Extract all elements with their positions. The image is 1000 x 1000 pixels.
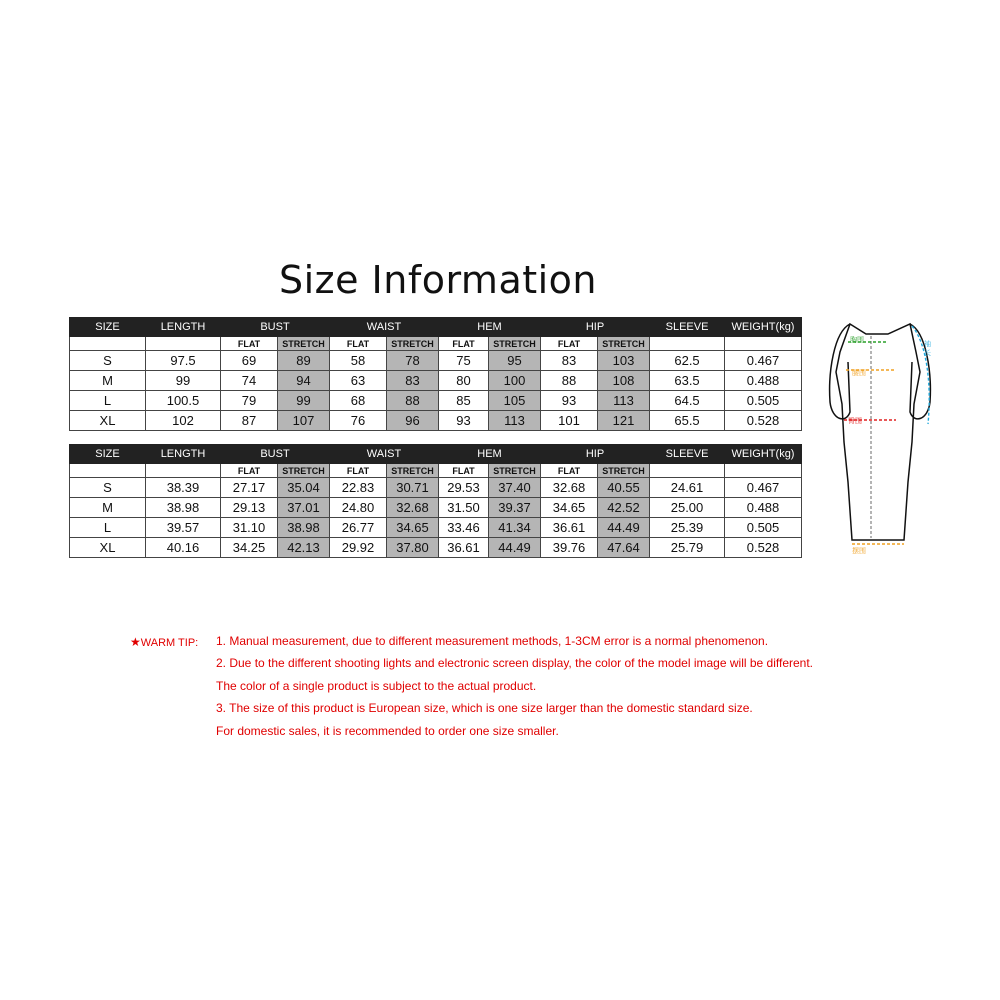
cell: 40.16 [146,538,221,558]
cell: 34.25 [221,538,278,558]
cell: 93 [541,391,598,411]
bust-label: 胸围 [850,336,864,344]
cell: 107 [278,411,330,431]
cell: 35.04 [278,478,330,498]
cell: 94 [278,371,330,391]
cell: 24.61 [650,478,725,498]
subheader-empty [146,464,221,478]
header-row [70,318,802,337]
cell: 30.71 [387,478,439,498]
cell: 69 [221,351,278,371]
col-header-bust: BUST [221,318,330,337]
cell: 83 [387,371,439,391]
cell: 39.76 [541,538,598,558]
col-header-size: SIZE [70,445,146,464]
cell: 38.98 [278,518,330,538]
cell: 0.467 [725,478,802,498]
cell: 44.49 [598,518,650,538]
col-header-sleeve: SLEEVE [650,445,725,464]
cell: XL [70,411,146,431]
col-header-bust: BUST [221,445,330,464]
cell: 75 [439,351,489,371]
col-header-sleeve: SLEEVE [650,318,725,337]
table-row [70,371,802,391]
cell: 25.00 [650,498,725,518]
size-table-inch [69,444,802,558]
cell: 96 [387,411,439,431]
cell: 29.92 [330,538,387,558]
star-icon: ★ [130,635,141,649]
table-row [70,391,802,411]
cell: 74 [221,371,278,391]
cell: 88 [387,391,439,411]
cell: 0.488 [725,498,802,518]
cell: 25.39 [650,518,725,538]
cell: 34.65 [387,518,439,538]
cell: 89 [278,351,330,371]
hem-label: 摆围 [852,547,866,555]
subheader-flat: FLAT [221,464,278,478]
warm-tip-label-text: WARM TIP: [140,637,199,649]
subheader-flat: FLAT [541,337,598,351]
table-row [70,411,802,431]
table-row [70,498,802,518]
col-header-length: LENGTH [146,318,221,337]
cell: 63.5 [650,371,725,391]
subheader-flat: FLAT [221,337,278,351]
subheader-flat: FLAT [330,337,387,351]
sleeve-label: 袖长 [924,340,931,357]
col-header-length: LENGTH [146,445,221,464]
size-table-cm [69,317,802,431]
cell: XL [70,538,146,558]
cell: 105 [489,391,541,411]
cell: 108 [598,371,650,391]
cell: M [70,371,146,391]
cell: 65.5 [650,411,725,431]
cell: 0.488 [725,371,802,391]
cell: 36.61 [439,538,489,558]
cell: 39.37 [489,498,541,518]
subheader-stretch: STRETCH [598,464,650,478]
cell: 33.46 [439,518,489,538]
subheader-stretch: STRETCH [387,464,439,478]
col-header-hem: HEM [439,445,541,464]
cell: 34.65 [541,498,598,518]
cell: 78 [387,351,439,371]
cell: 63 [330,371,387,391]
cell: 87 [221,411,278,431]
cell: 80 [439,371,489,391]
cell: 93 [439,411,489,431]
subheader-stretch: STRETCH [489,464,541,478]
cell: 42.13 [278,538,330,558]
cell: 32.68 [387,498,439,518]
cell: 0.505 [725,518,802,538]
col-header-size: SIZE [70,318,146,337]
cell: 99 [278,391,330,411]
cell: 99 [146,371,221,391]
cell: 26.77 [330,518,387,538]
subheader-row [70,337,802,351]
table-row [70,518,802,538]
subheader-stretch: STRETCH [489,337,541,351]
header-row [70,445,802,464]
cell: M [70,498,146,518]
subheader-stretch: STRETCH [598,337,650,351]
cell: 113 [598,391,650,411]
tip-line-1: 1. Manual measurement, due to different measurement methods, 1-3CM error is a normal phenomenon. [216,634,769,648]
col-header-waist: WAIST [330,445,439,464]
cell: 102 [146,411,221,431]
cell: 42.52 [598,498,650,518]
table-row [70,538,802,558]
tip-line-5: For domestic sales, it is recommended to order one size smaller. [216,724,559,738]
cell: 22.83 [330,478,387,498]
cell: 64.5 [650,391,725,411]
cell: 0.528 [725,411,802,431]
subheader-stretch: STRETCH [278,464,330,478]
col-header-weight: WEIGHT(kg) [725,318,802,337]
cell: 79 [221,391,278,411]
subheader-flat: FLAT [439,464,489,478]
col-header-hip: HIP [541,445,650,464]
subheader-empty [725,464,802,478]
cell: 58 [330,351,387,371]
page-title: Size Information [278,258,598,302]
cell: 31.50 [439,498,489,518]
cell: 47.64 [598,538,650,558]
cell: 121 [598,411,650,431]
cell: 37.80 [387,538,439,558]
cell: 0.505 [725,391,802,411]
cell: 100.5 [146,391,221,411]
cell: 31.10 [221,518,278,538]
cell: 83 [541,351,598,371]
cell: 68 [330,391,387,411]
cell: 29.13 [221,498,278,518]
cell: 24.80 [330,498,387,518]
subheader-empty [725,337,802,351]
tip-line-3: The color of a single product is subject to the actual product. [216,679,537,693]
subheader-flat: FLAT [541,464,598,478]
cell: 0.467 [725,351,802,371]
cell: 38.98 [146,498,221,518]
subheader-flat: FLAT [330,464,387,478]
cell: L [70,391,146,411]
subheader-stretch: STRETCH [278,337,330,351]
col-header-weight: WEIGHT(kg) [725,445,802,464]
subheader-empty [650,337,725,351]
table-row [70,351,802,371]
cell: 101 [541,411,598,431]
cell: 27.17 [221,478,278,498]
subheader-empty [146,337,221,351]
subheader-row [70,464,802,478]
cell: 103 [598,351,650,371]
subheader-empty [70,464,146,478]
cell: 32.68 [541,478,598,498]
cell: 88 [541,371,598,391]
tip-line-2: 2. Due to the different shooting lights and electronic screen display, the color of the model image will be different. [216,656,814,670]
cell: 39.57 [146,518,221,538]
cell: 76 [330,411,387,431]
cell: S [70,351,146,371]
cell: 97.5 [146,351,221,371]
cell: 41.34 [489,518,541,538]
cell: 0.528 [725,538,802,558]
cell: 44.49 [489,538,541,558]
cell: L [70,518,146,538]
cell: 40.55 [598,478,650,498]
garment-diagram [828,312,948,562]
col-header-hem: HEM [439,318,541,337]
tip-line-4: 3. The size of this product is European size, which is one size larger than the domestic standard size. [216,701,753,715]
col-header-waist: WAIST [330,318,439,337]
cell: 62.5 [650,351,725,371]
cell: 38.39 [146,478,221,498]
table-row [70,478,802,498]
subheader-empty [650,464,725,478]
warm-tip-label [130,635,198,649]
cell: 36.61 [541,518,598,538]
cell: 95 [489,351,541,371]
waist-label: 腰围 [852,369,866,377]
cell: 85 [439,391,489,411]
cell: 100 [489,371,541,391]
cell: 37.40 [489,478,541,498]
subheader-flat: FLAT [439,337,489,351]
cell: 25.79 [650,538,725,558]
hip-label: 臀围 [848,417,862,425]
subheader-empty [70,337,146,351]
cell: 29.53 [439,478,489,498]
subheader-stretch: STRETCH [387,337,439,351]
cell: 113 [489,411,541,431]
cell: S [70,478,146,498]
col-header-hip: HIP [541,318,650,337]
cell: 37.01 [278,498,330,518]
